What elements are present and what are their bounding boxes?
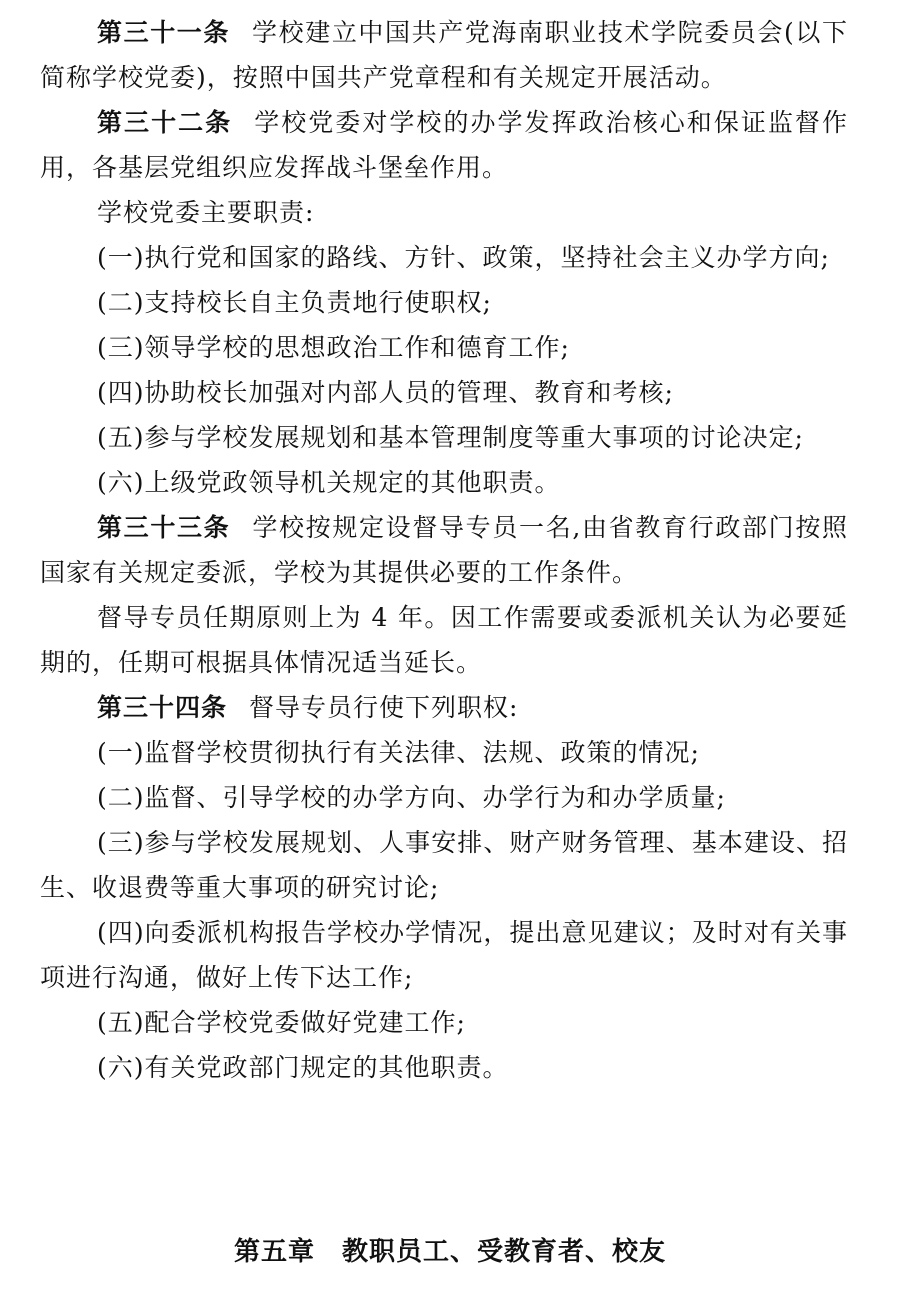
list-item <box>40 910 848 1000</box>
article-text: 督导专员行使下列职权: <box>249 693 519 722</box>
list-item-text: (一)执行党和国家的路线、方针、政策，坚持社会主义办学方向; <box>97 243 830 272</box>
list-item <box>40 370 848 415</box>
document-body <box>40 10 848 1090</box>
paragraph-text: 督导专员任期原则上为 4 年。因工作需要或委派机关认为必要延期的，任期可根据具体情况适当延长。 <box>40 603 848 677</box>
article-31 <box>40 10 848 100</box>
list-item <box>40 1045 848 1090</box>
article-text: 学校党委对学校的办学发挥政治核心和保证监督作用，各基层党组织应发挥战斗堡垒作用。 <box>40 108 848 182</box>
list-item <box>40 775 848 820</box>
list-item <box>40 1000 848 1045</box>
article-text: 学校建立中国共产党海南职业技术学院委员会(以下简称学校党委)，按照中国共产党章程和有关规定开展活动。 <box>40 18 848 92</box>
article-number: 第三十二条 <box>97 108 233 137</box>
list-item-text: (一)监督学校贯彻执行有关法律、法规、政策的情况; <box>97 738 700 767</box>
paragraph <box>40 595 848 685</box>
article-number: 第三十四条 <box>97 693 228 722</box>
list-item-text: (四)向委派机构报告学校办学情况，提出意见建议；及时对有关事项进行沟通，做好上传下达工作; <box>40 918 848 992</box>
chapter-heading: 第五章 教职员工、受教育者、校友 <box>233 1237 666 1267</box>
list-item <box>40 460 848 505</box>
article-text: 学校按规定设督导专员一名,由省教育行政部门按照国家有关规定委派，学校为其提供必要的工作条件。 <box>40 513 848 587</box>
list-item-text: (三)领导学校的思想政治工作和德育工作; <box>97 333 570 362</box>
article-number: 第三十一条 <box>97 18 231 47</box>
list-item <box>40 235 848 280</box>
article-34 <box>40 685 848 730</box>
list-item-text: (六)上级党政领导机关规定的其他职责。 <box>97 468 561 497</box>
list-item <box>40 730 848 775</box>
list-item-text: (五)配合学校党委做好党建工作; <box>97 1008 466 1037</box>
list-item <box>40 415 848 460</box>
list-item <box>40 280 848 325</box>
paragraph <box>40 190 848 235</box>
article-33 <box>40 505 848 595</box>
list-item-text: (二)监督、引导学校的办学方向、办学行为和办学质量; <box>97 783 726 812</box>
list-item-text: (三)参与学校发展规划、人事安排、财产财务管理、基本建设、招生、收退费等重大事项的研究讨论; <box>40 828 848 902</box>
list-item-text: (四)协助校长加强对内部人员的管理、教育和考核; <box>97 378 674 407</box>
list-item-text: (五)参与学校发展规划和基本管理制度等重大事项的讨论决定; <box>97 423 804 452</box>
list-item <box>40 325 848 370</box>
list-item-text: (六)有关党政部门规定的其他职责。 <box>97 1053 509 1082</box>
list-item-text: (二)支持校长自主负责地行使职权; <box>97 288 492 317</box>
list-item <box>40 820 848 910</box>
article-number: 第三十三条 <box>97 513 231 542</box>
article-32 <box>40 100 848 190</box>
paragraph-text: 学校党委主要职责: <box>97 198 315 227</box>
